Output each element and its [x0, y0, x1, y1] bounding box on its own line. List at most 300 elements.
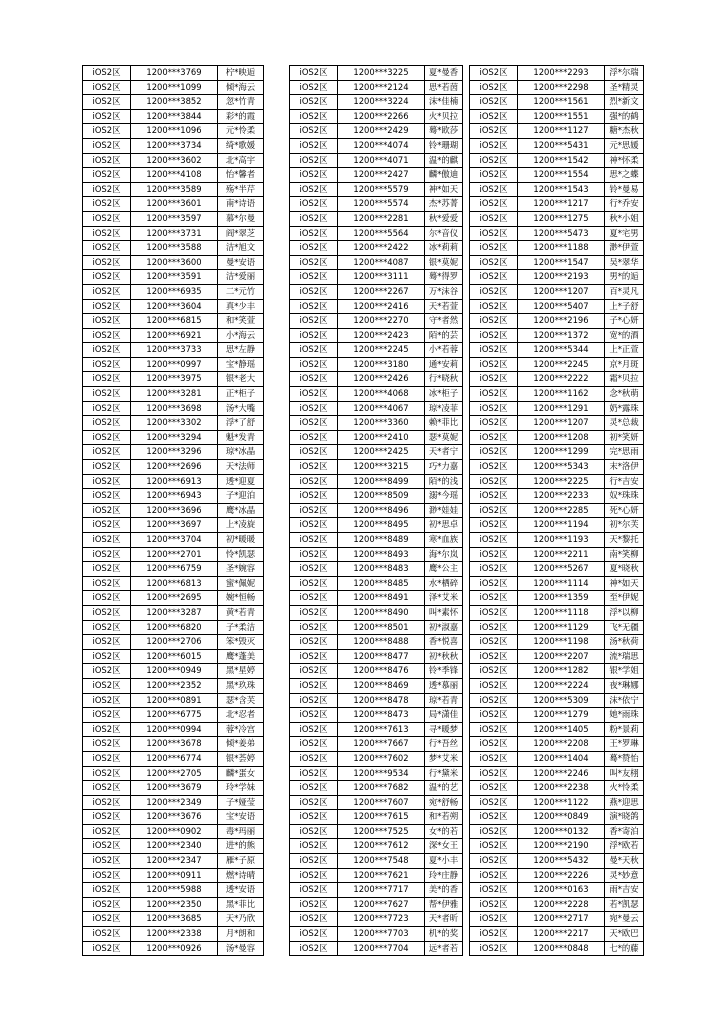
server-cell: iOS2区 — [470, 138, 518, 153]
server-cell: iOS2区 — [83, 460, 131, 475]
account-cell: 1200***1299 — [518, 445, 605, 460]
table-row — [290, 810, 463, 825]
nickname-cell: 男*的逅 — [605, 270, 644, 285]
account-cell: 1200***3844 — [131, 109, 218, 124]
nickname-cell: 进*的熊 — [218, 839, 264, 854]
nickname-cell: 深*女王 — [425, 839, 463, 854]
server-cell: iOS2区 — [470, 416, 518, 431]
account-cell: 1200***3597 — [131, 211, 218, 226]
table-row — [83, 795, 264, 810]
table-row — [83, 605, 264, 620]
server-cell: iOS2区 — [290, 868, 338, 883]
account-cell: 1200***2226 — [518, 868, 605, 883]
server-cell: iOS2区 — [83, 649, 131, 664]
server-cell: iOS2区 — [470, 328, 518, 343]
nickname-cell: 上*正萱 — [605, 343, 644, 358]
table-row — [290, 299, 463, 314]
account-cell: 1200***3591 — [131, 270, 218, 285]
table-row — [83, 445, 264, 460]
nickname-cell: 柠*映逅 — [218, 66, 264, 81]
nickname-cell: 琼*冰晶 — [218, 445, 264, 460]
nickname-cell: 机*的奖 — [425, 927, 463, 942]
server-cell: iOS2区 — [290, 503, 338, 518]
table-row — [470, 255, 644, 270]
server-cell: iOS2区 — [83, 620, 131, 635]
nickname-cell: 行*黛米 — [425, 766, 463, 781]
server-cell: iOS2区 — [83, 941, 131, 956]
server-cell: iOS2区 — [83, 328, 131, 343]
table-row — [83, 270, 264, 285]
account-cell: 1200***6815 — [131, 314, 218, 329]
server-cell: iOS2区 — [470, 824, 518, 839]
server-cell: iOS2区 — [290, 182, 338, 197]
table-row — [83, 80, 264, 95]
account-cell: 1200***2416 — [338, 299, 425, 314]
account-cell: 1200***0902 — [131, 824, 218, 839]
account-cell: 1200***8496 — [338, 503, 425, 518]
nickname-cell: 汤*大嘴 — [218, 401, 264, 416]
server-cell: iOS2区 — [83, 299, 131, 314]
nickname-cell: 叫*友栩 — [605, 766, 644, 781]
server-cell: iOS2区 — [83, 241, 131, 256]
account-cell: 1200***3852 — [131, 95, 218, 110]
server-cell: iOS2区 — [290, 737, 338, 752]
account-cell: 1200***6774 — [131, 751, 218, 766]
account-cell: 1200***1096 — [131, 124, 218, 139]
table-row — [83, 693, 264, 708]
account-cell: 1200***2717 — [518, 912, 605, 927]
account-cell: 1200***2338 — [131, 927, 218, 942]
table-row — [470, 751, 644, 766]
table-row — [83, 941, 264, 956]
table-row — [290, 795, 463, 810]
account-cell: 1200***3696 — [131, 503, 218, 518]
account-cell: 1200***8469 — [338, 678, 425, 693]
table-row — [83, 810, 264, 825]
account-cell: 1200***0848 — [518, 941, 605, 956]
server-cell: iOS2区 — [83, 80, 131, 95]
account-cell: 1200***2211 — [518, 547, 605, 562]
account-cell: 1200***2706 — [131, 635, 218, 650]
server-cell: iOS2区 — [83, 912, 131, 927]
server-cell: iOS2区 — [470, 182, 518, 197]
server-cell: iOS2区 — [290, 124, 338, 139]
nickname-cell: 蓦*得罗 — [425, 270, 463, 285]
nickname-cell: 叫*素怀 — [425, 605, 463, 620]
nickname-cell: 京*月斑 — [605, 357, 644, 372]
table-row — [83, 722, 264, 737]
server-cell: iOS2区 — [470, 897, 518, 912]
table-body — [290, 66, 463, 956]
account-cell: 1200***3975 — [131, 372, 218, 387]
account-cell: 1200***1372 — [518, 328, 605, 343]
account-cell: 1200***2246 — [518, 766, 605, 781]
nickname-cell: 浮*尔瑞 — [605, 66, 644, 81]
account-cell: 1200***3604 — [131, 299, 218, 314]
table-row — [290, 284, 463, 299]
table-row — [83, 372, 264, 387]
server-cell: iOS2区 — [83, 708, 131, 723]
nickname-cell: 温*的麒 — [425, 153, 463, 168]
table-row — [290, 328, 463, 343]
account-cell: 1200***1114 — [518, 576, 605, 591]
nickname-cell: 初*暖暖 — [218, 533, 264, 548]
account-cell: 1200***1194 — [518, 518, 605, 533]
server-cell: iOS2区 — [290, 927, 338, 942]
account-cell: 1200***7627 — [338, 897, 425, 912]
account-cell: 1200***5473 — [518, 226, 605, 241]
nickname-cell: 初*淑嘉 — [425, 620, 463, 635]
account-cell: 1200***5579 — [338, 182, 425, 197]
account-cell: 1200***2298 — [518, 80, 605, 95]
account-cell: 1200***7615 — [338, 810, 425, 825]
server-cell: iOS2区 — [290, 95, 338, 110]
account-cell: 1200***5309 — [518, 693, 605, 708]
server-cell: iOS2区 — [470, 357, 518, 372]
nickname-cell: 夏*晓秋 — [605, 562, 644, 577]
table-row — [470, 401, 644, 416]
nickname-cell: 演*晓鸽 — [605, 810, 644, 825]
account-cell: 1200***2245 — [338, 343, 425, 358]
server-cell: iOS2区 — [470, 153, 518, 168]
table-body — [470, 66, 644, 956]
account-cell: 1200***0132 — [518, 824, 605, 839]
table-row — [470, 314, 644, 329]
table-row — [470, 547, 644, 562]
nickname-cell: 银*老大 — [218, 372, 264, 387]
table-row — [470, 941, 644, 956]
server-cell: iOS2区 — [470, 620, 518, 635]
table-row — [290, 80, 463, 95]
nickname-cell: 宛*曼云 — [605, 912, 644, 927]
server-cell: iOS2区 — [470, 649, 518, 664]
account-cell: 1200***6813 — [131, 576, 218, 591]
account-cell: 1200***4108 — [131, 168, 218, 183]
nickname-cell: 冰*莉莉 — [425, 241, 463, 256]
table-row — [470, 372, 644, 387]
nickname-cell: 瑟*含芙 — [218, 693, 264, 708]
nickname-cell: 海*尔岚 — [425, 547, 463, 562]
server-cell: iOS2区 — [83, 737, 131, 752]
server-cell: iOS2区 — [83, 854, 131, 869]
server-cell: iOS2区 — [470, 591, 518, 606]
account-cell: 1200***2124 — [338, 80, 425, 95]
account-cell: 1200***6943 — [131, 489, 218, 504]
server-cell: iOS2区 — [470, 576, 518, 591]
account-cell: 1200***5343 — [518, 460, 605, 475]
table-row — [83, 737, 264, 752]
account-cell: 1200***0911 — [131, 868, 218, 883]
server-cell: iOS2区 — [290, 284, 338, 299]
table-row — [83, 430, 264, 445]
nickname-cell: 霜*贝拉 — [605, 372, 644, 387]
account-cell: 1200***1127 — [518, 124, 605, 139]
server-cell: iOS2区 — [470, 868, 518, 883]
nickname-cell: 初*思卓 — [425, 518, 463, 533]
server-cell: iOS2区 — [83, 226, 131, 241]
account-cell: 1200***2224 — [518, 678, 605, 693]
nickname-cell: 秋*小姐 — [605, 211, 644, 226]
nickname-cell: 夏*曼香 — [425, 66, 463, 81]
server-cell: iOS2区 — [83, 314, 131, 329]
nickname-cell: 瑟*莫妮 — [425, 430, 463, 445]
nickname-cell: 吴*翠华 — [605, 255, 644, 270]
nickname-cell: 雨*吉安 — [605, 883, 644, 898]
account-cell: 1200***1291 — [518, 401, 605, 416]
server-cell: iOS2区 — [83, 824, 131, 839]
table-row — [83, 781, 264, 796]
table-row — [83, 197, 264, 212]
nickname-cell: 思*之蝶 — [605, 168, 644, 183]
server-cell: iOS2区 — [290, 460, 338, 475]
server-cell: iOS2区 — [290, 810, 338, 825]
table-row — [83, 854, 264, 869]
server-cell: iOS2区 — [470, 226, 518, 241]
server-cell: iOS2区 — [470, 460, 518, 475]
winner-table-2 — [289, 65, 463, 956]
nickname-cell: 她*雨珠 — [605, 708, 644, 723]
nickname-cell: 糖*杰秋 — [605, 124, 644, 139]
server-cell: iOS2区 — [83, 781, 131, 796]
account-cell: 1200***7717 — [338, 883, 425, 898]
table-row — [83, 649, 264, 664]
account-cell: 1200***4074 — [338, 138, 425, 153]
account-cell: 1200***1118 — [518, 605, 605, 620]
table-row — [290, 605, 463, 620]
account-cell: 1200***6015 — [131, 649, 218, 664]
nickname-cell: 汤*曼容 — [218, 941, 264, 956]
nickname-cell: 子*迎泊 — [218, 489, 264, 504]
account-cell: 1200***2422 — [338, 241, 425, 256]
server-cell: iOS2区 — [290, 153, 338, 168]
nickname-cell: 七*的藤 — [605, 941, 644, 956]
nickname-cell: 神*怀柔 — [605, 153, 644, 168]
account-cell: 1200***7703 — [338, 927, 425, 942]
account-cell: 1200***3224 — [338, 95, 425, 110]
table-row — [470, 766, 644, 781]
server-cell: iOS2区 — [290, 314, 338, 329]
account-cell: 1200***5267 — [518, 562, 605, 577]
table-row — [83, 591, 264, 606]
account-cell: 1200***1359 — [518, 591, 605, 606]
server-cell: iOS2区 — [290, 533, 338, 548]
server-cell: iOS2区 — [83, 197, 131, 212]
table-row — [470, 868, 644, 883]
nickname-cell: 天*黎托 — [605, 533, 644, 548]
table-row — [470, 343, 644, 358]
server-cell: iOS2区 — [83, 343, 131, 358]
server-cell: iOS2区 — [290, 781, 338, 796]
server-cell: iOS2区 — [470, 343, 518, 358]
account-cell: 1200***7682 — [338, 781, 425, 796]
nickname-cell: 至*伊妮 — [605, 591, 644, 606]
table-row — [470, 795, 644, 810]
account-cell: 1200***3180 — [338, 357, 425, 372]
server-cell: iOS2区 — [83, 927, 131, 942]
account-cell: 1200***5432 — [518, 854, 605, 869]
nickname-cell: 沫*佳楠 — [425, 95, 463, 110]
nickname-cell: 玲*学妹 — [218, 781, 264, 796]
table-row — [470, 328, 644, 343]
table-row — [83, 766, 264, 781]
account-cell: 1200***7607 — [338, 795, 425, 810]
account-cell: 1200***3111 — [338, 270, 425, 285]
server-cell: iOS2区 — [290, 883, 338, 898]
table-row — [290, 372, 463, 387]
nickname-cell: 陌*的芸 — [425, 328, 463, 343]
table-row — [470, 270, 644, 285]
account-cell: 1200***2193 — [518, 270, 605, 285]
account-cell: 1200***3698 — [131, 401, 218, 416]
table-row — [83, 357, 264, 372]
account-cell: 1200***2238 — [518, 781, 605, 796]
nickname-cell: 洁*爱丽 — [218, 270, 264, 285]
nickname-cell: 铃*珊瑚 — [425, 138, 463, 153]
table-row — [290, 314, 463, 329]
nickname-cell: 魁*发青 — [218, 430, 264, 445]
nickname-cell: 上*子舒 — [605, 299, 644, 314]
nickname-cell: 银*莫妮 — [425, 255, 463, 270]
nickname-cell: 死*心妍 — [605, 503, 644, 518]
nickname-cell: 黑*玖珠 — [218, 678, 264, 693]
server-cell: iOS2区 — [83, 138, 131, 153]
account-cell: 1200***8473 — [338, 708, 425, 723]
account-cell: 1200***1404 — [518, 751, 605, 766]
server-cell: iOS2区 — [290, 226, 338, 241]
nickname-cell: 赖*菲比 — [425, 416, 463, 431]
account-cell: 1200***2350 — [131, 897, 218, 912]
account-cell: 1200***2705 — [131, 766, 218, 781]
nickname-cell: 洁*旭文 — [218, 241, 264, 256]
server-cell: iOS2区 — [470, 518, 518, 533]
nickname-cell: 思*左静 — [218, 343, 264, 358]
account-cell: 1200***0163 — [518, 883, 605, 898]
nickname-cell: 夜*琳娜 — [605, 678, 644, 693]
account-cell: 1200***3679 — [131, 781, 218, 796]
nickname-cell: 夏*宅男 — [605, 226, 644, 241]
server-cell: iOS2区 — [470, 124, 518, 139]
table-row — [83, 503, 264, 518]
table-row — [83, 897, 264, 912]
table-row — [83, 518, 264, 533]
nickname-cell: 子*柔洁 — [218, 620, 264, 635]
server-cell: iOS2区 — [290, 387, 338, 402]
nickname-cell: 渺*伊萱 — [605, 241, 644, 256]
table-row — [470, 883, 644, 898]
account-cell: 1200***2427 — [338, 168, 425, 183]
table-row — [290, 343, 463, 358]
server-cell: iOS2区 — [83, 95, 131, 110]
nickname-cell: 沫*依宁 — [605, 693, 644, 708]
table-row — [470, 824, 644, 839]
server-cell: iOS2区 — [290, 328, 338, 343]
table-row — [290, 620, 463, 635]
account-cell: 1200***7525 — [338, 824, 425, 839]
account-cell: 1200***3697 — [131, 518, 218, 533]
account-cell: 1200***0997 — [131, 357, 218, 372]
table-row — [83, 562, 264, 577]
table-row — [470, 226, 644, 241]
table-row — [83, 182, 264, 197]
server-cell: iOS2区 — [470, 401, 518, 416]
server-cell: iOS2区 — [83, 255, 131, 270]
server-cell: iOS2区 — [83, 503, 131, 518]
table-row — [470, 430, 644, 445]
table-row — [83, 226, 264, 241]
server-cell: iOS2区 — [83, 547, 131, 562]
account-cell: 1200***6820 — [131, 620, 218, 635]
server-cell: iOS2区 — [470, 489, 518, 504]
nickname-cell: 鹰*蓬美 — [218, 649, 264, 664]
table-row — [83, 241, 264, 256]
table-row — [470, 241, 644, 256]
account-cell: 1200***3678 — [131, 737, 218, 752]
nickname-cell: 和*笑萱 — [218, 314, 264, 329]
account-cell: 1200***6935 — [131, 284, 218, 299]
table-row — [83, 284, 264, 299]
server-cell: iOS2区 — [470, 95, 518, 110]
account-cell: 1200***5564 — [338, 226, 425, 241]
nickname-cell: 宝*安语 — [218, 810, 264, 825]
account-cell: 1200***3225 — [338, 66, 425, 81]
server-cell: iOS2区 — [470, 430, 518, 445]
account-cell: 1200***1193 — [518, 533, 605, 548]
table-row — [470, 576, 644, 591]
nickname-cell: 汤*秋荷 — [605, 635, 644, 650]
table-row — [290, 912, 463, 927]
account-cell: 1200***1543 — [518, 182, 605, 197]
server-cell: iOS2区 — [290, 445, 338, 460]
server-cell: iOS2区 — [290, 270, 338, 285]
table-row — [290, 474, 463, 489]
nickname-cell: 琼*若青 — [425, 693, 463, 708]
account-cell: 1200***3296 — [131, 445, 218, 460]
server-cell: iOS2区 — [83, 897, 131, 912]
nickname-cell: 二*元竹 — [218, 284, 264, 299]
nickname-cell: 百*灵凡 — [605, 284, 644, 299]
table-row — [83, 533, 264, 548]
server-cell: iOS2区 — [83, 401, 131, 416]
server-cell: iOS2区 — [470, 912, 518, 927]
nickname-cell: 婉*恒畅 — [218, 591, 264, 606]
nickname-cell: 慕*尔曼 — [218, 211, 264, 226]
server-cell: iOS2区 — [470, 270, 518, 285]
server-cell: iOS2区 — [83, 168, 131, 183]
nickname-cell: 元*怜柔 — [218, 124, 264, 139]
account-cell: 1200***3676 — [131, 810, 218, 825]
nickname-cell: 蓦*赞怡 — [605, 751, 644, 766]
server-cell: iOS2区 — [290, 255, 338, 270]
nickname-cell: 怜*凯瑟 — [218, 547, 264, 562]
table-row — [470, 124, 644, 139]
table-row — [470, 678, 644, 693]
table-row — [290, 503, 463, 518]
server-cell: iOS2区 — [470, 708, 518, 723]
server-cell: iOS2区 — [470, 387, 518, 402]
account-cell: 1200***2695 — [131, 591, 218, 606]
account-cell: 1200***1162 — [518, 387, 605, 402]
account-cell: 1200***7612 — [338, 839, 425, 854]
server-cell: iOS2区 — [470, 66, 518, 81]
nickname-cell: 杰*苏菁 — [425, 197, 463, 212]
table-row — [83, 387, 264, 402]
server-cell: iOS2区 — [83, 722, 131, 737]
server-cell: iOS2区 — [290, 489, 338, 504]
table-row — [83, 664, 264, 679]
nickname-cell: 香*寄泊 — [605, 824, 644, 839]
server-cell: iOS2区 — [290, 751, 338, 766]
table-row — [290, 751, 463, 766]
